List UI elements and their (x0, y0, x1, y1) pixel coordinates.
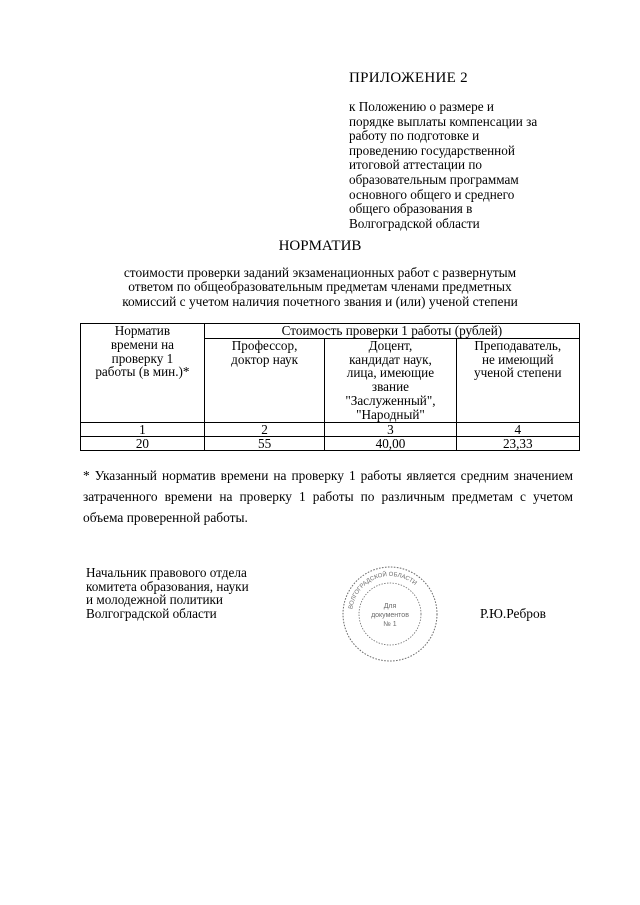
footnote: * Указанный норматив времени на проверку 1 работы является средним значением затраченного времени на проверку 1 работы по различным предметам с учетом объема проверенной работы. (83, 468, 573, 525)
stamp-ring-text: ВОЛГОГРАДСКОЙ ОБЛАСТИ (348, 571, 418, 610)
header-docent: Доцент, кандидат наук, лица, имеющие звание "Заслуженный", "Народный" (325, 338, 456, 422)
appendix-block (349, 70, 589, 231)
stamp-line-2: документов (371, 612, 409, 619)
table-row-column-numbers (81, 422, 580, 436)
value-time-minutes: 20 (81, 436, 205, 450)
header-professor: Профессор, доктор наук (204, 338, 325, 422)
cost-table (80, 323, 580, 451)
stamp-line-3: № 1 (383, 621, 397, 628)
appendix-reference: к Положению о размере и порядке выплаты компенсации за работу по подготовке и проведению государственной итоговой аттестации по образовательным программам основного общего и среднего общего образования в Волгоградской области (349, 99, 538, 231)
table-header-row (81, 324, 580, 339)
stamp-line-1: Для (383, 603, 397, 610)
column-number: 1 (81, 422, 205, 436)
appendix-title: ПРИЛОЖЕНИЕ 2 (349, 70, 468, 86)
header-time-norm: Норматив времени на проверку 1 работы (в мин.)* (81, 324, 205, 423)
document-subtitle: стоимости проверки заданий экзаменационных работ с развернутым ответом по общеобразовательным предметам членами предметных комиссий с учетом наличия почетного звания и (или) ученой степени (122, 265, 518, 309)
header-cost-group: Стоимость проверки 1 работы (рублей) (204, 324, 579, 339)
value-professor: 55 (204, 436, 325, 450)
column-number: 3 (325, 422, 456, 436)
header-teacher: Преподаватель, не имеющий ученой степени (456, 338, 579, 422)
value-docent: 40,00 (325, 436, 456, 450)
value-teacher: 23,33 (456, 436, 579, 450)
column-number: 4 (456, 422, 579, 436)
table-row-values (81, 436, 580, 450)
document-title: НОРМАТИВ (278, 238, 362, 254)
stamp-seal (340, 564, 440, 664)
signer-position: Начальник правового отдела комитета образования, науки и молодежной политики Волгоградской области (86, 565, 249, 621)
column-number: 2 (204, 422, 325, 436)
signer-name: Р.Ю.Ребров (480, 606, 546, 621)
